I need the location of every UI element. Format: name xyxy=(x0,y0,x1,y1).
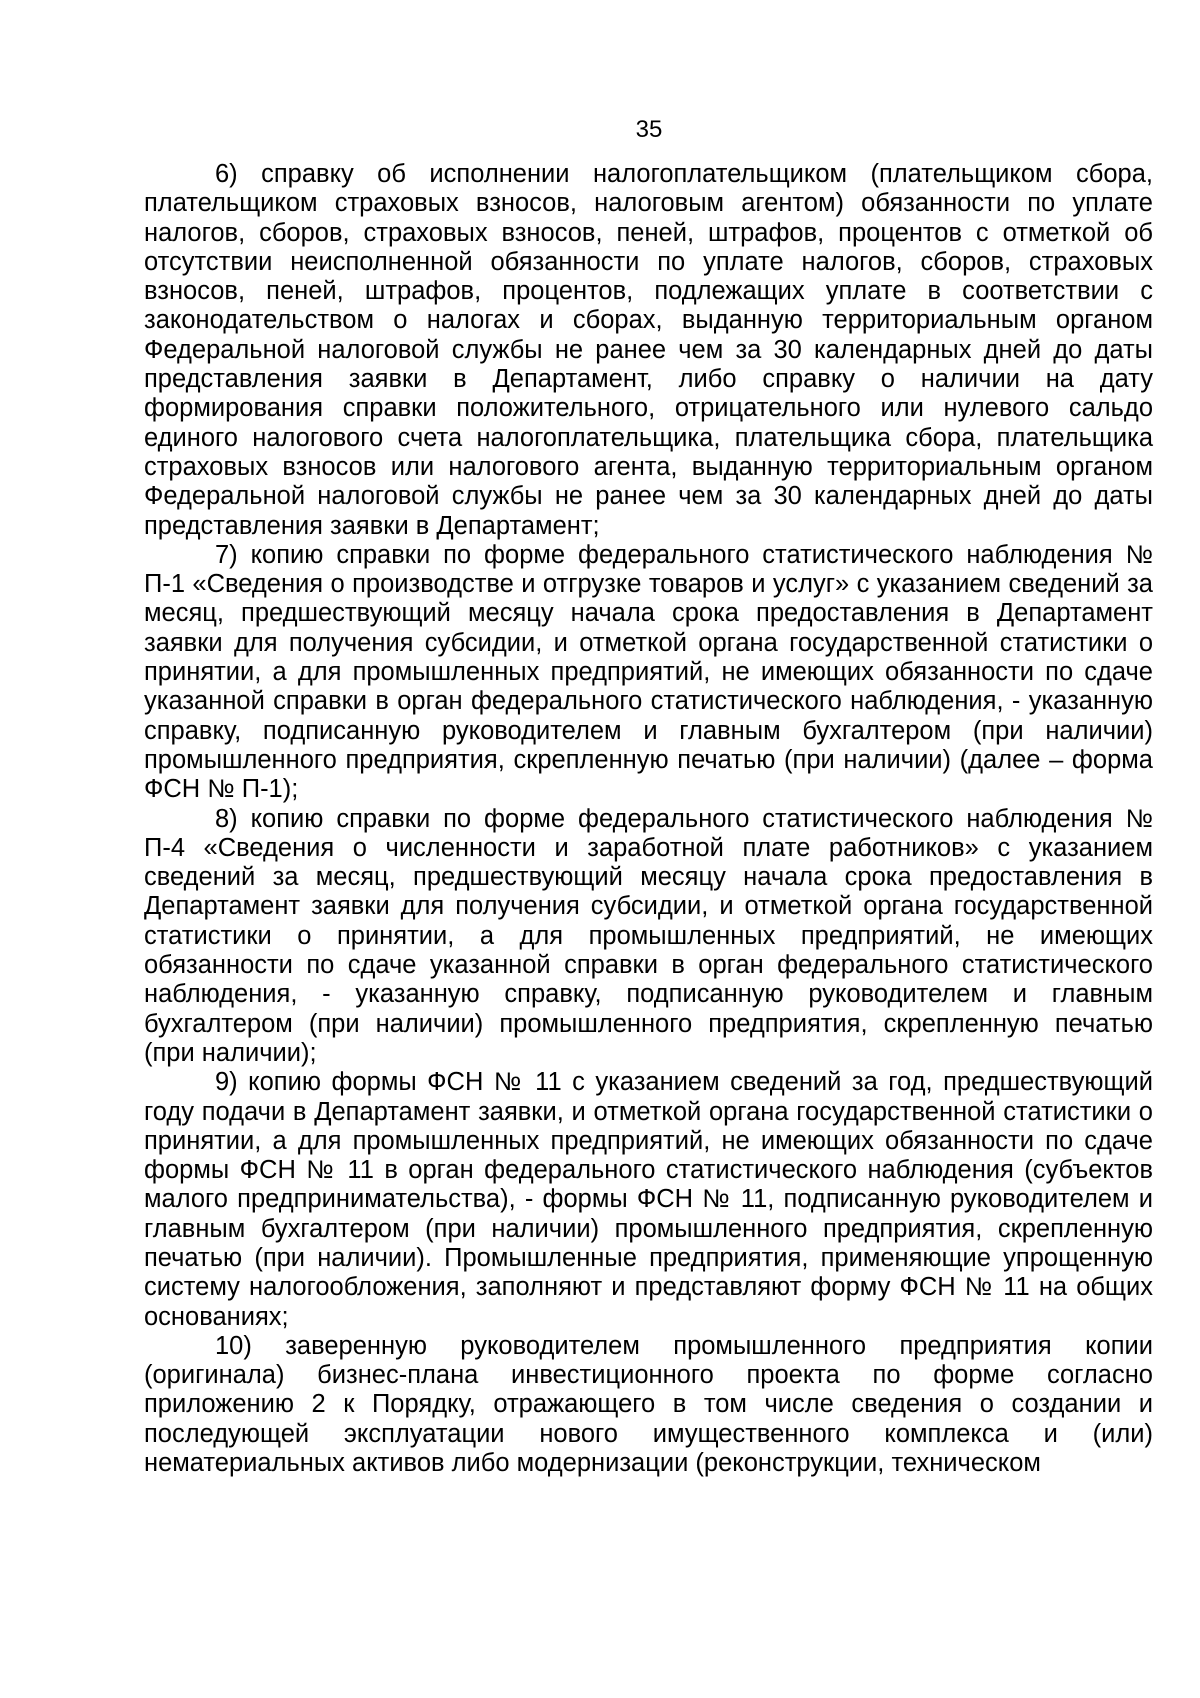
item-10-paragraph: 10) заверенную руководителем промышленного предприятия копии (оригинала) бизнес-плана инвестиционного проекта по форме согласно приложению 2 к Порядку, отражающего в том числе сведения о создании и последующей эксплуатации нового имущественного комплекса и (или) нематериальных активов либо модернизации (реконструкции, техническом xyxy=(144,1331,1153,1478)
item-8-paragraph: 8) копию справки по форме федерального статистического наблюдения № П-4 «Сведения о численности и заработной плате работников» с указанием сведений за месяц, предшествующий месяцу начала срока предоставления в Департамент заявки для получения субсидии, и отметкой органа государственной статистики о принятии, а для промышленных предприятий, не имеющих обязанности по сдаче указанной справки в орган федерального статистического наблюдения, - указанную справку, подписанную руководителем и главным бухгалтером (при наличии) промышленного предприятия, скрепленную печатью (при наличии); xyxy=(144,804,1153,1067)
item-9-paragraph: 9) копию формы ФСН № 11 с указанием сведений за год, предшествующий году подачи в Департамент заявки, и отметкой органа государственной статистики о принятии, а для промышленных предприятий, не имеющих обязанности по сдаче формы ФСН № 11 в орган федерального статистического наблюдения (субъектов малого предпринимательства), - формы ФСН № 11, подписанную руководителем и главным бухгалтером (при наличии) промышленного предприятия, скрепленную печатью (при наличии). Промышленные предприятия, применяющие упрощенную систему налогообложения, заполняют и представляют форму ФСН № 11 на общих основаниях; xyxy=(144,1068,1153,1331)
item-7-paragraph: 7) копию справки по форме федерального статистического наблюдения № П-1 «Сведения о производстве и отгрузке товаров и услуг» с указанием сведений за месяц, предшествующий месяцу начала срока предоставления в Департамент заявки для получения субсидии, и отметкой органа государственной статистики о принятии, а для промышленных предприятий, не имеющих обязанности по сдаче указанной справки в орган федерального статистического наблюдения, - указанную справку, подписанную руководителем и главным бухгалтером (при наличии) промышленного предприятия, скрепленную печатью (при наличии) (далее – форма ФСН № П-1); xyxy=(144,540,1153,804)
item-6-paragraph: 6) справку об исполнении налогоплательщиком (плательщиком сбора, плательщиком страховых взносов, налоговым агентом) обязанности по уплате налогов, сборов, страховых взносов, пеней, штрафов, процентов с отметкой об отсутствии неисполненной обязанности по уплате налогов, сборов, страховых взносов, пеней, штрафов, процентов, подлежащих уплате в соответствии с законодательством о налогах и сборах, выданную территориальным органом Федеральной налоговой службы не ранее чем за 30 календарных дней до даты представления заявки в Департамент, либо справку о наличии на дату формирования справки положительного, отрицательного или нулевого сальдо единого налогового счета налогоплательщика, плательщика сбора, плательщика страховых взносов или налогового агента, выданную территориальным органом Федеральной налоговой службы не ранее чем за 30 календарных дней до даты представления заявки в Департамент; xyxy=(144,160,1153,540)
page-number: 35 xyxy=(635,116,663,143)
page-body xyxy=(144,160,1153,1478)
